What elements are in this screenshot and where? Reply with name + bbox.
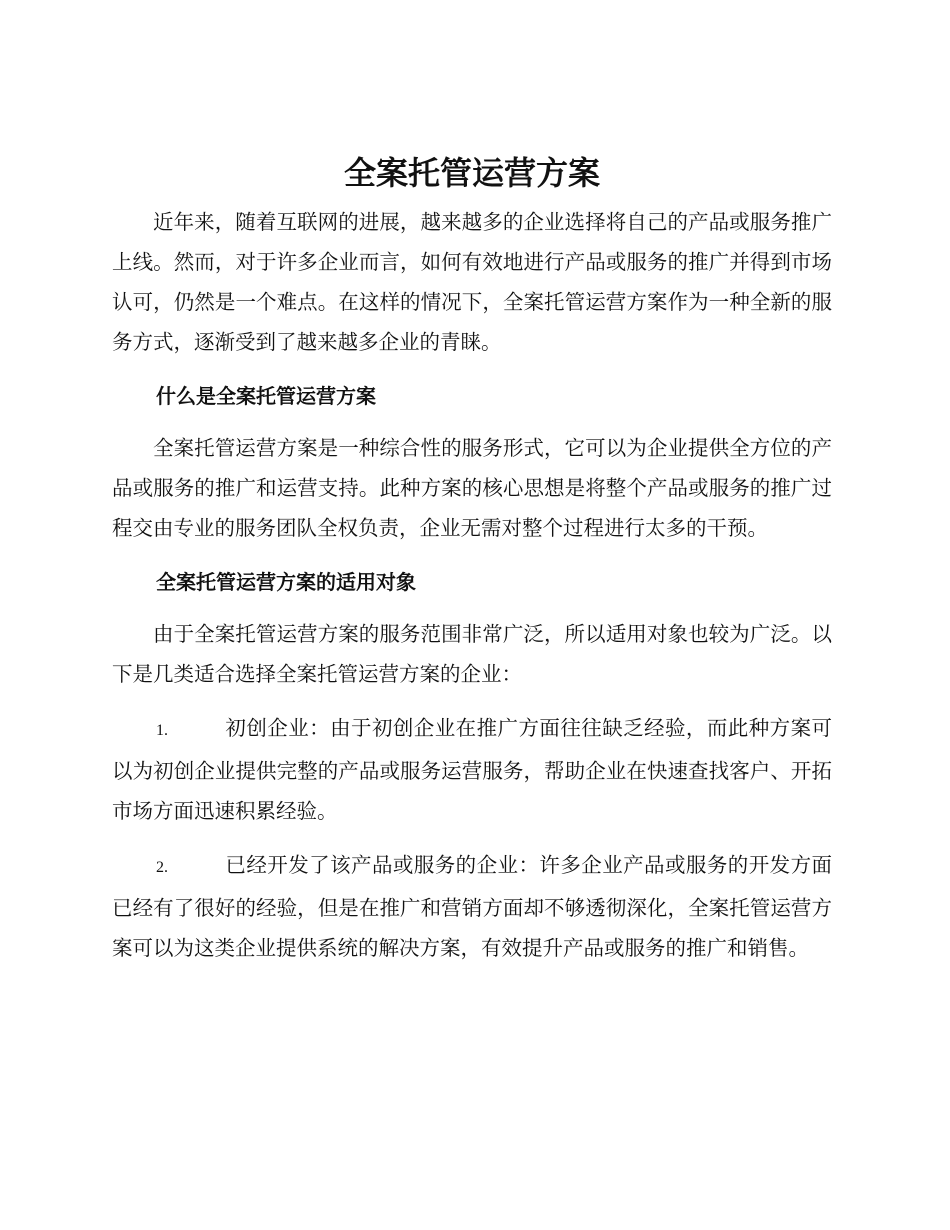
section-what-is-body: 全案托管运营方案是一种综合性的服务形式，它可以为企业提供全方位的产品或服务的推广和运营支持。此种方案的核心思想是将整个产品或服务的推广过程交由专业的服务团队全权负责，企业无需对整个过程进行太多的干预。 [112,436,832,540]
list-item-number: 2. [156,859,168,876]
intro-paragraph: 近年来，随着互联网的进展，越来越多的企业选择将自己的产品或服务推广上线。然而，对于许多企业而言，如何有效地进行产品或服务的推广并得到市场认可，仍然是一个难点。在这样的情况下，全案托管运营方案作为一种全新的服务方式，逐渐受到了越来越多企业的青睐。 [112,210,832,354]
list-item-startups [112,708,832,831]
list-item-text: 初创企业：由于初创企业在推广方面往往缺乏经验，而此种方案可以为初创企业提供完整的产品或服务运营服务，帮助企业在快速查找客户、开拓市场方面迅速积累经验。 [112,716,832,823]
section-heading-what-is: 什么是全案托管运营方案 [156,384,376,408]
section-heading-target-audience: 全案托管运营方案的适用对象 [156,570,416,594]
list-item-number: 1. [156,722,168,739]
document-page [112,148,832,968]
list-item-developed-companies [112,845,832,968]
section-target-audience-body: 由于全案托管运营方案的服务范围非常广泛，所以适用对象也较为广泛。以下是几类适合选择全案托管运营方案的企业： [112,622,832,686]
document-title: 全案托管运营方案 [343,154,600,192]
list-item-text: 已经开发了该产品或服务的企业：许多企业产品或服务的开发方面已经有了很好的经验，但是在推广和营销方面却不够透彻深化，全案托管运营方案可以为这类企业提供系统的解决方案，有效提升产品或服务的推广和销售。 [112,853,832,960]
